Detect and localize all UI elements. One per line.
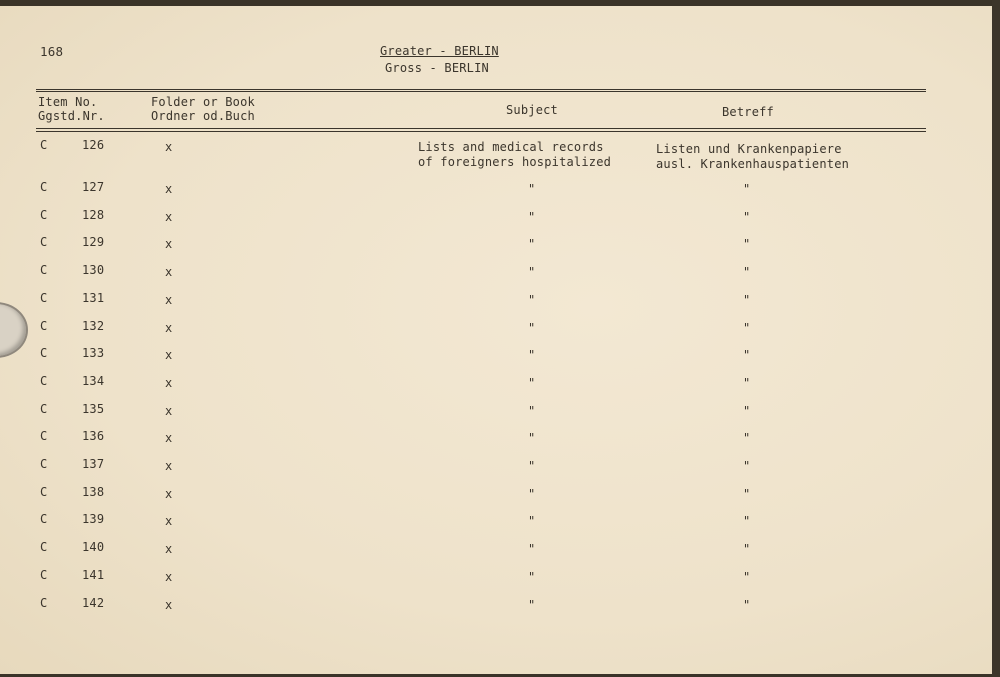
number-cell: 132 <box>82 318 105 333</box>
item-cell: C <box>40 180 48 194</box>
number-cell: 127 <box>82 180 105 194</box>
item-cell: C <box>40 429 48 444</box>
column-header-subject: Subject <box>506 103 558 117</box>
number-cell: 138 <box>82 484 105 499</box>
number-cell: 141 <box>82 567 105 582</box>
folder-cell: x <box>165 140 173 154</box>
folder-cell: x <box>165 182 173 196</box>
betreff-ditto-cell: " <box>743 486 751 501</box>
subject-cell: Lists and medical records of foreigners hospitalized <box>418 140 612 169</box>
folder-cell: x <box>165 514 173 529</box>
betreff-ditto-cell: " <box>743 265 751 280</box>
folder-cell: x <box>165 375 173 390</box>
number-cell: 140 <box>82 540 105 555</box>
folder-cell: x <box>165 265 173 280</box>
subject-ditto-cell: " <box>528 348 536 363</box>
subject-ditto-cell: " <box>528 182 536 196</box>
folder-cell: x <box>165 486 173 501</box>
number-cell: 134 <box>82 373 105 388</box>
betreff-ditto-cell: " <box>743 375 751 390</box>
item-cell: C <box>40 540 48 555</box>
number-cell: 139 <box>82 512 105 527</box>
folder-cell: x <box>165 403 173 418</box>
betreff-ditto-cell: " <box>743 514 751 529</box>
subject-ditto-cell: " <box>528 403 536 418</box>
betreff-ditto-cell: " <box>743 403 751 418</box>
title-english: Greater - BERLIN <box>380 44 499 58</box>
item-cell: C <box>40 595 48 610</box>
betreff-ditto-cell: " <box>743 292 751 307</box>
number-cell: 128 <box>82 207 105 222</box>
folder-cell: x <box>165 569 173 584</box>
betreff-ditto-cell: " <box>743 569 751 584</box>
betreff-cell: Listen und Krankenpapiere ausl. Krankenhauspatienten <box>656 142 850 171</box>
header-rule-bottom <box>36 128 926 129</box>
subject-ditto-cell: " <box>528 459 536 473</box>
number-cell: 129 <box>82 235 105 250</box>
item-cell: C <box>40 290 48 305</box>
item-cell: C <box>40 401 48 416</box>
betreff-ditto-cell: " <box>743 459 751 473</box>
number-cell: 133 <box>82 346 105 361</box>
item-cell: C <box>40 567 48 582</box>
header-rule-top <box>36 89 926 90</box>
subject-ditto-cell: " <box>528 431 536 446</box>
number-cell: 126 <box>82 138 105 152</box>
number-cell: 142 <box>82 595 105 610</box>
item-cell: C <box>40 138 48 152</box>
subject-ditto-cell: " <box>528 292 536 307</box>
number-cell: 131 <box>82 290 105 305</box>
subject-ditto-cell: " <box>528 569 536 584</box>
column-header-folder: Folder or Book Ordner od.Buch <box>151 95 255 123</box>
betreff-ditto-cell: " <box>743 431 751 446</box>
item-cell: C <box>40 207 48 222</box>
number-cell: 136 <box>82 429 105 444</box>
folder-cell: x <box>165 209 173 224</box>
item-cell: C <box>40 512 48 527</box>
folder-cell: x <box>165 459 173 473</box>
item-cell: C <box>40 318 48 333</box>
folder-cell: x <box>165 597 173 612</box>
document-page <box>0 6 992 674</box>
title-german: Gross - BERLIN <box>385 61 489 75</box>
betreff-ditto-cell: " <box>743 182 751 196</box>
subject-ditto-cell: " <box>528 375 536 390</box>
folder-cell: x <box>165 237 173 252</box>
folder-cell: x <box>165 348 173 363</box>
betreff-ditto-cell: " <box>743 237 751 252</box>
folder-cell: x <box>165 292 173 307</box>
betreff-ditto-cell: " <box>743 320 751 335</box>
number-cell: 135 <box>82 401 105 416</box>
scan-right-edge <box>992 0 1000 677</box>
subject-ditto-cell: " <box>528 514 536 529</box>
betreff-ditto-cell: " <box>743 209 751 224</box>
number-cell: 137 <box>82 457 105 471</box>
subject-ditto-cell: " <box>528 209 536 224</box>
column-header-betreff: Betreff <box>722 105 774 119</box>
folder-cell: x <box>165 542 173 557</box>
paper-clip-icon <box>0 302 28 358</box>
page-number: 168 <box>40 44 64 59</box>
subject-ditto-cell: " <box>528 486 536 501</box>
header-rule-top-double <box>36 91 926 92</box>
item-cell: C <box>40 457 48 471</box>
folder-cell: x <box>165 431 173 446</box>
number-cell: 130 <box>82 263 105 278</box>
item-cell: C <box>40 235 48 250</box>
item-cell: C <box>40 263 48 278</box>
subject-ditto-cell: " <box>528 237 536 252</box>
column-header-item: Item No. Ggstd.Nr. <box>38 95 105 123</box>
item-cell: C <box>40 373 48 388</box>
item-cell: C <box>40 346 48 361</box>
subject-ditto-cell: " <box>528 597 536 612</box>
subject-ditto-cell: " <box>528 320 536 335</box>
betreff-ditto-cell: " <box>743 542 751 557</box>
item-cell: C <box>40 484 48 499</box>
betreff-ditto-cell: " <box>743 348 751 363</box>
subject-ditto-cell: " <box>528 542 536 557</box>
subject-ditto-cell: " <box>528 265 536 280</box>
folder-cell: x <box>165 320 173 335</box>
betreff-ditto-cell: " <box>743 597 751 612</box>
header-rule-bottom-double <box>36 131 926 132</box>
